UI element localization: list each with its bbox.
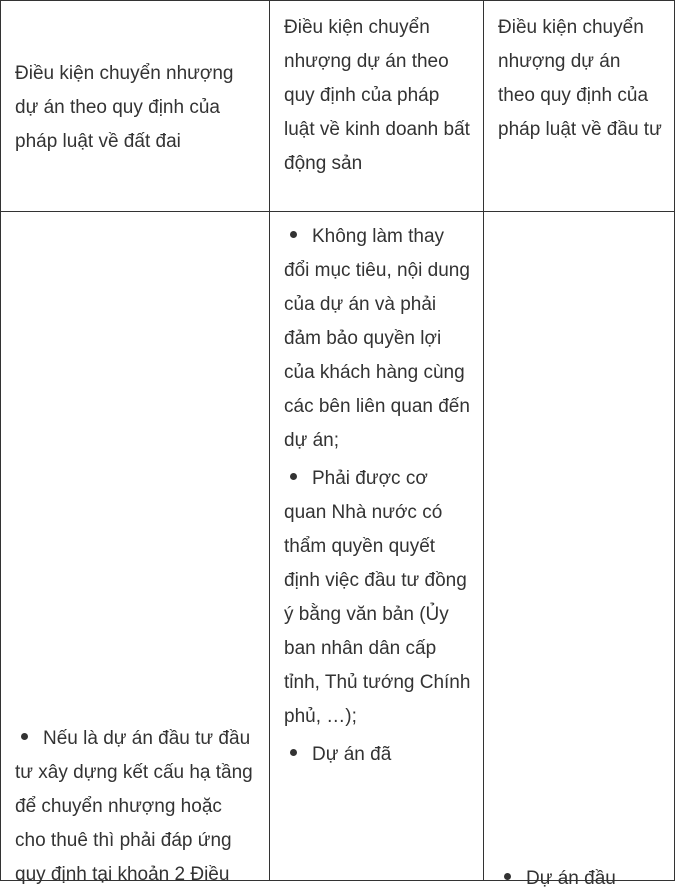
body-cell-investment-law xyxy=(484,212,675,889)
list-item: Dự án đầu xyxy=(498,862,662,896)
table-row xyxy=(1,212,675,881)
list-item: Không làm thay đổi mục tiêu, nội dung của dự án và phải đảm bảo quyền lợi của khách hàng cùng các bên liên quan đến dự án; xyxy=(284,226,470,451)
header-cell-land-law: Điều kiện chuyển nhượng dự án theo quy định của pháp luật về đất đai xyxy=(1,1,270,212)
header-cell-real-estate-law: Điều kiện chuyển nhượng dự án theo quy định của pháp luật về kinh doanh bất động sản xyxy=(270,1,484,212)
header-cell-investment-law: Điều kiện chuyển nhượng dự án theo quy định của pháp luật về đầu tư xyxy=(484,1,675,212)
list-item: Phải được cơ quan Nhà nước có thẩm quyền quyết định việc đầu tư đồng ý bằng văn bản (Ủy ban nhân dân cấp tỉnh, Thủ tướng Chính phủ, …); xyxy=(284,468,471,727)
bullet-icon xyxy=(290,231,297,238)
body-cell-land-law xyxy=(1,212,270,885)
bullet-icon xyxy=(290,749,297,756)
land-law-conditions-list xyxy=(15,722,257,892)
bullet-icon xyxy=(21,733,28,740)
bullet-icon xyxy=(504,873,511,880)
list-item: Dự án đã xyxy=(284,738,471,772)
bullet-icon xyxy=(290,473,297,480)
investment-conditions-list xyxy=(498,862,662,896)
table-header-row xyxy=(1,1,675,212)
list-item: Nếu là dự án đầu tư đầu tư xây dựng kết cấu hạ tầng để chuyển nhượng hoặc cho thuê thì phải đáp ứng quy định tại khoản 2 Điều xyxy=(15,728,253,885)
body-cell-real-estate-law xyxy=(270,212,484,881)
real-estate-conditions-list xyxy=(284,220,471,772)
